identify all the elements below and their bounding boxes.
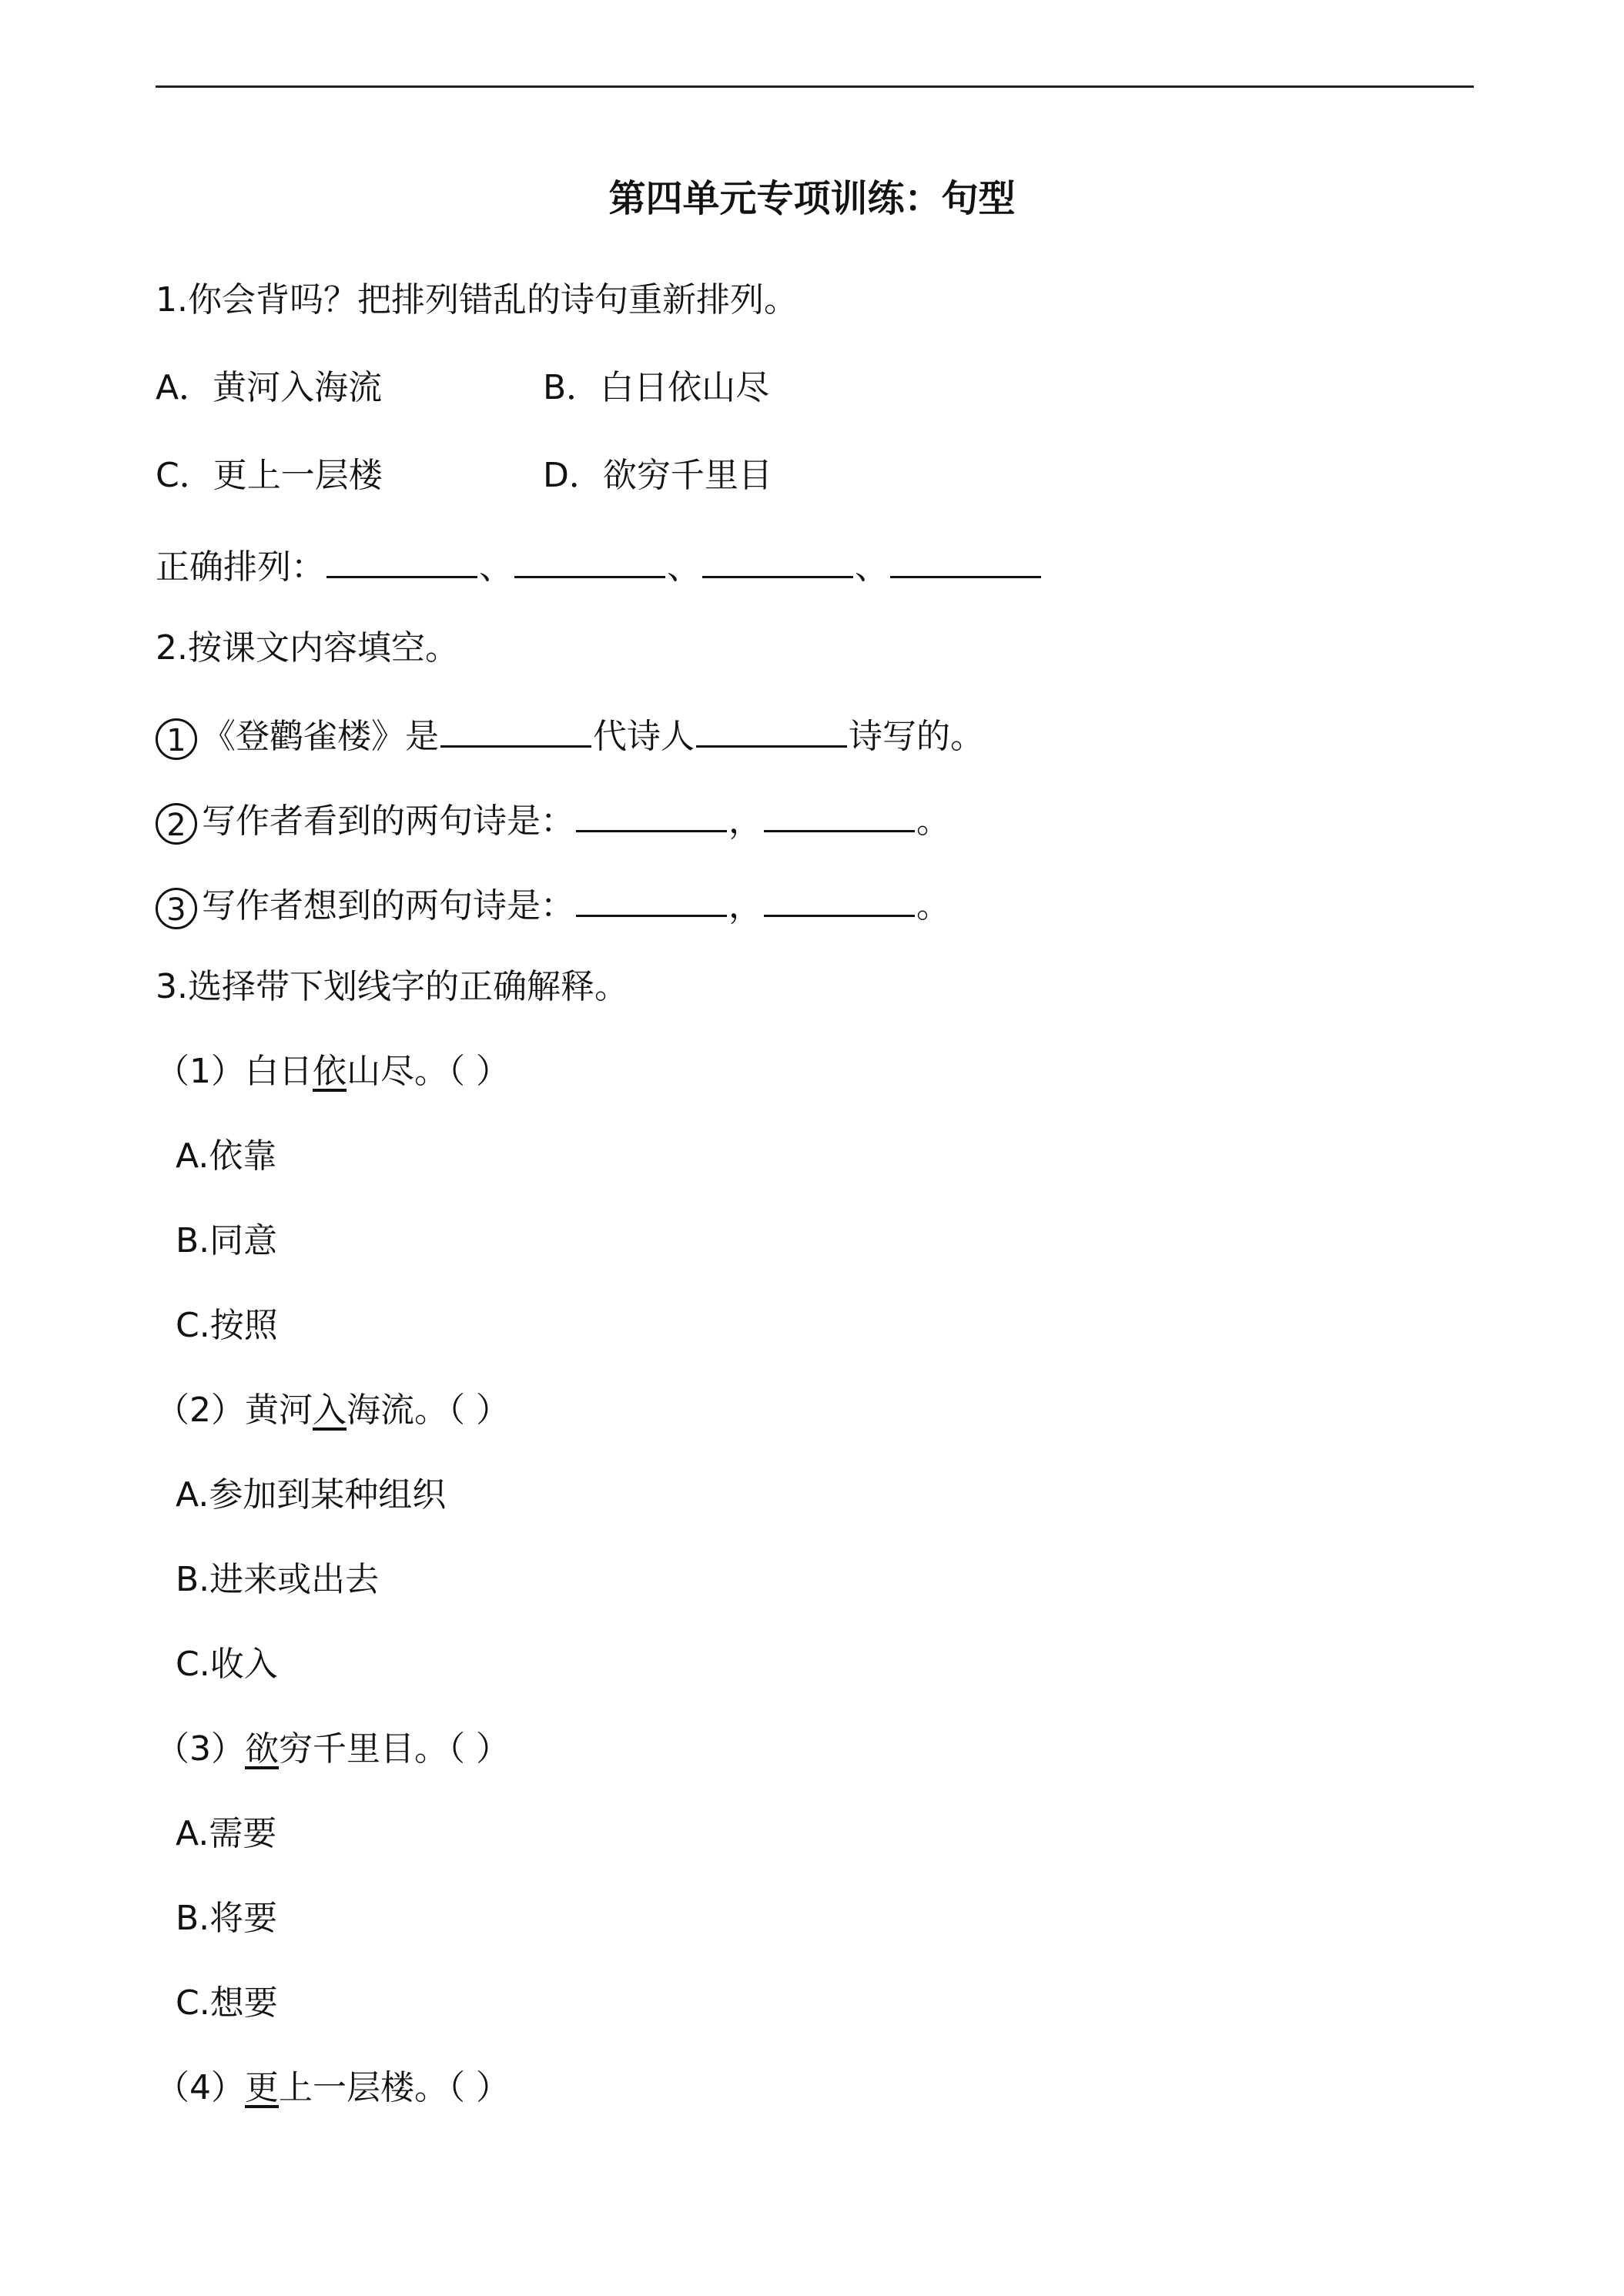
- q3-choice[interactable]: B.将要: [176, 1899, 278, 1938]
- underlined-char: 更: [245, 2068, 279, 2107]
- header-rule: [156, 85, 1474, 88]
- q1-option-d: D．欲穷千里目: [543, 456, 772, 495]
- q2-item-2: 2 写作者看到的两句诗是： ， 。: [156, 795, 950, 845]
- q3-choice[interactable]: B.进来或出去: [176, 1560, 380, 1599]
- answer-blank[interactable]: [440, 710, 591, 748]
- q1-option-b: B．白日依山尽: [543, 368, 770, 407]
- circled-number: 2: [156, 803, 197, 845]
- q3-item-2: （2）黄河入海流。（ ）: [156, 1391, 510, 1430]
- q3-item-1: （1）白日依山尽。（ ）: [156, 1052, 510, 1091]
- answer-blank[interactable]: [702, 541, 853, 578]
- q3-stem: 3.选择带下划线字的正确解释。: [156, 967, 628, 1006]
- q1-option-c: C．更上一层楼: [156, 456, 383, 495]
- q3-item-3: （3）欲穷千里目。（ ）: [156, 1729, 510, 1769]
- q1-answer-line: 正确排列： 、 、 、: [156, 541, 1043, 591]
- q3-choice[interactable]: B.同意: [176, 1221, 278, 1260]
- underlined-char: 欲: [245, 1729, 279, 1769]
- answer-blank[interactable]: [696, 710, 847, 748]
- q3-item-4: （4）更上一层楼。（ ）: [156, 2068, 510, 2107]
- q3-choice[interactable]: A.需要: [176, 1814, 277, 1853]
- underlined-char: 入: [313, 1391, 347, 1430]
- circled-number: 3: [156, 888, 197, 929]
- q1-option-a: A．黄河入海流: [156, 368, 383, 407]
- q2-item-3: 3 写作者想到的两句诗是： ， 。: [156, 879, 950, 929]
- answer-blank[interactable]: [764, 795, 915, 832]
- answer-blank[interactable]: [514, 541, 665, 578]
- q3-choice[interactable]: A.依靠: [176, 1136, 277, 1176]
- circled-number: 1: [156, 718, 197, 760]
- q3-choice[interactable]: A.参加到某种组织: [176, 1475, 447, 1514]
- page-title: 第四单元专项训练：句型: [608, 177, 1016, 220]
- q3-choice[interactable]: C.收入: [176, 1645, 278, 1684]
- answer-blank[interactable]: [576, 879, 727, 917]
- answer-blank[interactable]: [890, 541, 1041, 578]
- q3-choice[interactable]: C.想要: [176, 1983, 278, 2023]
- q1-stem: 1.你会背吗？把排列错乱的诗句重新排列。: [156, 280, 798, 320]
- answer-blank[interactable]: [764, 879, 915, 917]
- q2-stem: 2.按课文内容填空。: [156, 628, 459, 668]
- q2-item-1: 1 《登鹳雀楼》是 代诗人 诗写的。: [156, 710, 984, 760]
- q3-choice[interactable]: C.按照: [176, 1306, 278, 1345]
- underlined-char: 依: [313, 1052, 347, 1091]
- answer-blank[interactable]: [576, 795, 727, 832]
- answer-blank[interactable]: [326, 541, 477, 578]
